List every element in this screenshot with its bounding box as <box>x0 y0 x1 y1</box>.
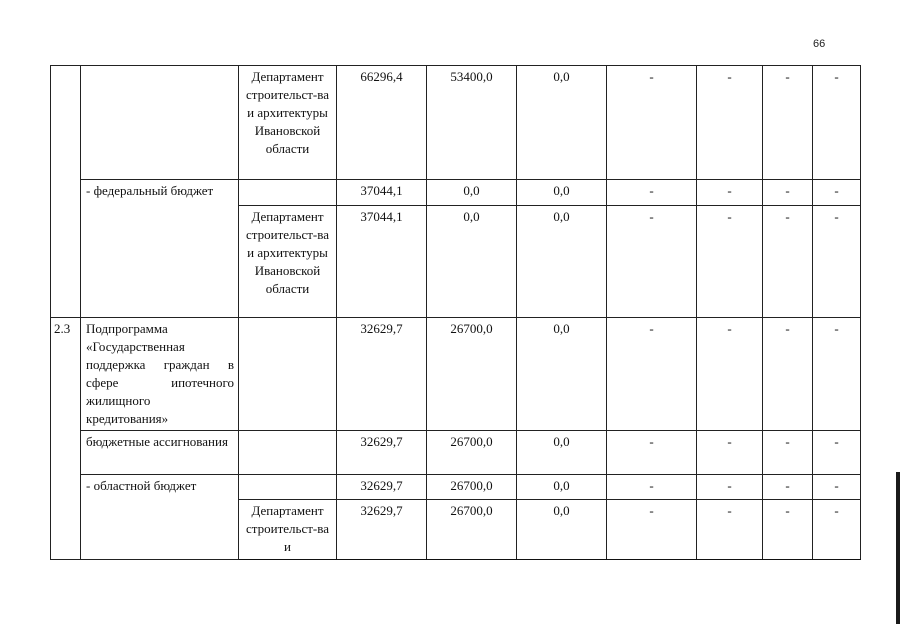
value-cell: 26700,0 <box>427 500 517 560</box>
row-number-cell <box>51 66 81 318</box>
value-cell: 66296,4 <box>337 66 427 180</box>
executor-cell: Департамент строительст-ва и <box>239 500 337 560</box>
row-name-cell <box>81 66 239 180</box>
dash-cell: - <box>813 431 861 475</box>
value-cell: 0,0 <box>517 66 607 180</box>
dash-cell: - <box>813 66 861 180</box>
value-cell: 53400,0 <box>427 66 517 180</box>
row-name-cell: Подпрограмма «Государственная поддержка граждан в сфере ипотечного жилищного кредитования» <box>81 318 239 431</box>
row-number-cell: 2.3 <box>51 318 81 560</box>
dash-cell: - <box>697 431 763 475</box>
table-row <box>51 431 861 475</box>
dash-cell: - <box>763 318 813 431</box>
executor-cell <box>239 431 337 475</box>
dash-cell: - <box>813 475 861 500</box>
dash-cell: - <box>607 206 697 318</box>
row-name-cell: - областной бюджет <box>81 475 239 560</box>
value-cell: 37044,1 <box>337 206 427 318</box>
value-cell: 26700,0 <box>427 318 517 431</box>
value-cell: 37044,1 <box>337 180 427 206</box>
dash-cell: - <box>697 180 763 206</box>
row-name-cell: бюджетные ассигнования <box>81 431 239 475</box>
dash-cell: - <box>607 318 697 431</box>
executor-cell: Департамент строительст-ва и архитектуры Ивановской области <box>239 66 337 180</box>
dash-cell: - <box>697 66 763 180</box>
dash-cell: - <box>813 180 861 206</box>
table-row <box>51 318 861 431</box>
dash-cell: - <box>607 500 697 560</box>
scan-edge-shadow <box>896 472 900 624</box>
budget-table <box>50 65 861 560</box>
dash-cell: - <box>763 500 813 560</box>
value-cell: 0,0 <box>517 431 607 475</box>
value-cell: 0,0 <box>517 500 607 560</box>
dash-cell: - <box>607 475 697 500</box>
executor-cell <box>239 180 337 206</box>
table-row <box>51 475 861 500</box>
table-row <box>51 180 861 206</box>
value-cell: 32629,7 <box>337 318 427 431</box>
executor-cell <box>239 475 337 500</box>
dash-cell: - <box>763 475 813 500</box>
dash-cell: - <box>813 500 861 560</box>
dash-cell: - <box>697 206 763 318</box>
dash-cell: - <box>763 206 813 318</box>
dash-cell: - <box>813 318 861 431</box>
executor-cell: Департамент строительст-ва и архитектуры Ивановской области <box>239 206 337 318</box>
value-cell: 26700,0 <box>427 431 517 475</box>
value-cell: 0,0 <box>427 206 517 318</box>
dash-cell: - <box>697 318 763 431</box>
value-cell: 26700,0 <box>427 475 517 500</box>
value-cell: 0,0 <box>517 318 607 431</box>
value-cell: 32629,7 <box>337 475 427 500</box>
dash-cell: - <box>607 431 697 475</box>
value-cell: 0,0 <box>517 475 607 500</box>
dash-cell: - <box>763 180 813 206</box>
dash-cell: - <box>697 500 763 560</box>
value-cell: 0,0 <box>427 180 517 206</box>
dash-cell: - <box>763 66 813 180</box>
table-row <box>51 66 861 180</box>
dash-cell: - <box>813 206 861 318</box>
dash-cell: - <box>607 66 697 180</box>
value-cell: 32629,7 <box>337 500 427 560</box>
executor-cell <box>239 318 337 431</box>
value-cell: 32629,7 <box>337 431 427 475</box>
row-name-cell: - федеральный бюджет <box>81 180 239 318</box>
page-number: 66 <box>813 38 826 50</box>
value-cell: 0,0 <box>517 180 607 206</box>
dash-cell: - <box>763 431 813 475</box>
value-cell: 0,0 <box>517 206 607 318</box>
dash-cell: - <box>607 180 697 206</box>
dash-cell: - <box>697 475 763 500</box>
